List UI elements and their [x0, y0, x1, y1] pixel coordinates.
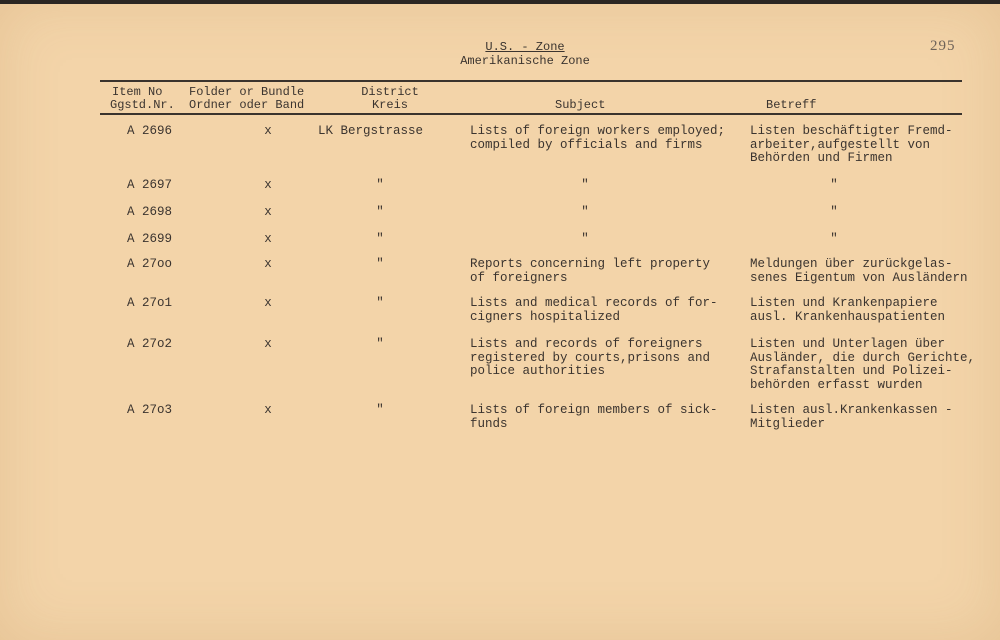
district: ": [376, 257, 384, 271]
betreff-text-line: senes Eigentum von Ausländern: [750, 270, 968, 285]
subject-text-line: Reports concerning left property: [470, 257, 711, 271]
betreff-text-line: behörden erfasst wurden: [750, 377, 923, 392]
header-bottom-rule: [100, 113, 962, 115]
subject-text-line: Lists and records of foreigners: [470, 337, 703, 351]
betreff-text: [750, 338, 975, 392]
subject-text-line: funds: [470, 416, 508, 431]
item-number: A 2699: [127, 232, 173, 246]
folder-mark: x: [264, 178, 272, 192]
betreff-text-line: Strafanstalten und Polizei-: [750, 364, 953, 378]
subject-text: [575, 179, 595, 193]
header-district: [350, 86, 430, 112]
subject-text: [470, 125, 725, 152]
subject-text-line: registered by courts,prisons and: [470, 350, 711, 365]
item-number: A 2697: [127, 178, 173, 192]
item-number: A 2696: [127, 124, 173, 138]
folder-mark: x: [264, 257, 272, 271]
betreff-text-line: ": [830, 232, 838, 246]
item-number: A 27o1: [127, 296, 173, 310]
subject-text: [470, 338, 710, 379]
subject-text-line: ": [581, 205, 589, 219]
folder-mark: x: [264, 232, 272, 246]
district: ": [376, 337, 384, 351]
folder-mark: x: [264, 124, 272, 138]
district: ": [376, 178, 384, 192]
subject-text-line: Lists and medical records of for-: [470, 296, 718, 310]
folder-mark: x: [264, 403, 272, 417]
subject-text-line: Lists of foreign members of sick-: [470, 403, 718, 417]
betreff-text: [750, 125, 953, 166]
zone-heading: [400, 40, 650, 68]
betreff-text: [750, 297, 945, 324]
header-folder-en: Folder or Bundle: [189, 85, 305, 99]
subject-text-line: of foreigners: [470, 270, 568, 285]
header-district-en: District: [361, 85, 419, 99]
page-number: 295: [930, 38, 956, 54]
item-number: A 27o3: [127, 403, 173, 417]
header-top-rule: [100, 80, 962, 82]
subject-text-line: ": [581, 232, 589, 246]
folder-mark: x: [264, 337, 272, 351]
header-item-de: Ggstd.Nr.: [110, 98, 175, 112]
zone-subtitle: Amerikanische Zone: [460, 54, 590, 68]
betreff-text: [750, 258, 968, 285]
card-top-edge: [0, 0, 1000, 4]
zone-title: U.S. - Zone: [485, 40, 565, 54]
betreff-text-line: ": [830, 205, 838, 219]
subject-text-line: ": [581, 178, 589, 192]
header-subject: Subject: [555, 98, 606, 112]
header-betreff: Betreff: [766, 98, 817, 112]
subject-text: [470, 404, 718, 431]
subject-text: [575, 233, 595, 247]
item-number: A 27o2: [127, 337, 173, 351]
betreff-text-line: arbeiter,aufgestellt von: [750, 137, 931, 152]
subject-text-line: cigners hospitalized: [470, 309, 621, 324]
header-item-en: Item No: [112, 85, 163, 99]
betreff-text: [750, 404, 953, 431]
betreff-text-line: Ausländer, die durch Gerichte,: [750, 350, 976, 365]
betreff-text-line: Listen beschäftigter Fremd-: [750, 124, 953, 138]
betreff-text: [824, 233, 844, 247]
subject-text-line: compiled by officials and firms: [470, 137, 703, 152]
district: ": [376, 296, 384, 310]
header-district-de: Kreis: [371, 98, 408, 112]
header-folder-de: Ordner oder Band: [189, 98, 305, 112]
folder-mark: x: [264, 296, 272, 310]
subject-text-line: Lists of foreign workers employed;: [470, 124, 726, 138]
header-folder: [189, 86, 304, 112]
district: LK Bergstrasse: [318, 124, 424, 138]
betreff-text-line: Listen ausl.Krankenkassen -: [750, 403, 953, 417]
district: ": [376, 205, 384, 219]
subject-text: [470, 258, 710, 285]
betreff-text-line: ausl. Krankenhauspatienten: [750, 309, 946, 324]
district: ": [376, 403, 384, 417]
subject-text: [470, 297, 718, 324]
betreff-text-line: Mitglieder: [750, 416, 826, 431]
betreff-text: [824, 206, 844, 220]
subject-text-line: police authorities: [470, 364, 606, 378]
betreff-text-line: Listen und Krankenpapiere: [750, 296, 938, 310]
item-number: A 2698: [127, 205, 173, 219]
betreff-text: [824, 179, 844, 193]
betreff-text-line: Meldungen über zurückgelas-: [750, 257, 953, 271]
header-item: [110, 86, 175, 112]
folder-mark: x: [264, 205, 272, 219]
betreff-text-line: Behörden und Firmen: [750, 151, 893, 165]
betreff-text-line: Listen und Unterlagen über: [750, 337, 946, 351]
district: ": [376, 232, 384, 246]
item-number: A 27oo: [127, 257, 173, 271]
betreff-text-line: ": [830, 178, 838, 192]
subject-text: [575, 206, 595, 220]
